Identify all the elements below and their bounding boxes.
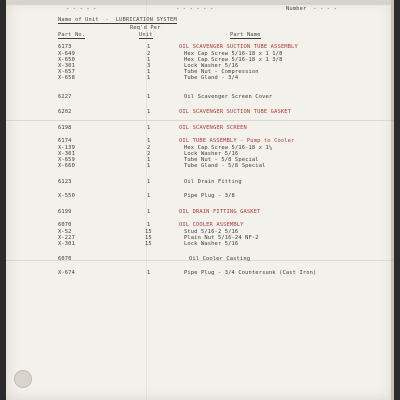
part-number: 6199 [58, 209, 72, 215]
quantity: 1 [147, 209, 151, 215]
part-name: Hex Cap Screw 5/16-18 x 1 1/8 [184, 51, 283, 57]
part-number: 6123 [58, 179, 72, 185]
unit-name: Name of Unit - LUBRICATION SYSTEM [58, 17, 177, 23]
quantity: 1 [147, 179, 151, 185]
quantity: 1 [147, 270, 151, 276]
part-name: Oil Drain Fitting [184, 179, 242, 185]
paper-crease [6, 120, 394, 121]
part-number: 6070 [58, 222, 72, 228]
part-name: Pipe Plug - 3/8 [184, 193, 235, 199]
part-number: 6173 [58, 44, 72, 50]
assembly-name: OIL SCAVENGER SUCTION TUBE GASKET [179, 109, 292, 115]
part-name: Hex Cap Screw 5/16-18 x 1 3/8 [184, 57, 283, 63]
part-number: X-550 [58, 193, 75, 199]
part-number: X-649 [58, 51, 75, 57]
part-number: X-227 [58, 235, 75, 241]
header-top-mid: - - - - - - [176, 6, 214, 12]
part-name: Tube Gland - 5/8 Special [184, 163, 266, 169]
part-number: X-674 [58, 270, 75, 276]
part-name: Lock Washer 5/16 [184, 241, 239, 247]
quantity: 15 [145, 241, 152, 247]
quantity: 2 [147, 51, 151, 57]
quantity: 1 [147, 163, 151, 169]
part-number: X-301 [58, 151, 75, 157]
header-top-left: - - - - - [66, 6, 97, 12]
part-name: Lock Washer 5/16 [184, 63, 239, 69]
quantity: 15 [145, 235, 152, 241]
quantity: 1 [147, 222, 151, 228]
part-number: 6174 [58, 138, 72, 144]
col-reqd-line2: Unit [139, 32, 153, 38]
col-part-name: Part Name [230, 32, 261, 38]
part-name: Tube Nut - 5/8 Special [184, 157, 259, 163]
quantity: 3 [147, 63, 151, 69]
quantity: 1 [147, 69, 151, 75]
header-number: Number - - - - [286, 6, 337, 12]
part-number: X-660 [58, 163, 75, 169]
quantity: 1 [147, 75, 151, 81]
quantity: 1 [147, 193, 151, 199]
quantity: 1 [147, 125, 151, 131]
assembly-name: OIL COOLER ASSEMBLY [179, 222, 244, 228]
quantity: 1 [147, 57, 151, 63]
part-number: 6202 [58, 109, 72, 115]
quantity: 2 [147, 151, 151, 157]
col-reqd-line1: Req'd Per [130, 25, 161, 31]
part-number: 6070 [58, 256, 72, 262]
quantity: 1 [147, 44, 151, 50]
part-name: Plain Nut 5/16-24 NF-2 [184, 235, 259, 241]
part-name: Oil Scavenger Screen Cover [184, 94, 273, 100]
part-number: X-139 [58, 145, 75, 151]
binder-hole [14, 370, 32, 388]
quantity: 1 [147, 138, 151, 144]
part-number: X-659 [58, 157, 75, 163]
part-name: Pipe Plug - 3/4 Countersunk (Cast Iron) [184, 270, 317, 276]
col-part-no: Part No. [58, 32, 86, 38]
part-number: X-650 [58, 57, 75, 63]
part-number: X-52 [58, 229, 72, 235]
part-name: Lock Washer 5/16 [184, 151, 239, 157]
top-scan-strip [6, 0, 394, 5]
quantity: 1 [147, 94, 151, 100]
quantity: 2 [147, 145, 151, 151]
assembly-name: OIL DRAIN FITTING GASKET [179, 209, 261, 215]
assembly-name: OIL SCAVENGER SCREEN [179, 125, 247, 131]
part-name: Oil Cooler Casting [189, 256, 251, 262]
quantity: 1 [147, 157, 151, 163]
quantity: 15 [145, 229, 152, 235]
page-edge [391, 0, 394, 400]
part-name: Tube Nut - Compression [184, 69, 259, 75]
part-number: X-301 [58, 241, 75, 247]
part-number: X-658 [58, 75, 75, 81]
part-name: Hex Cap Screw 5/16-18 x 1¼ [184, 145, 273, 151]
part-name: Stud 5/16-2 5/16 [184, 229, 239, 235]
quantity: 1 [147, 109, 151, 115]
part-name: Tube Gland - 3/4 [184, 75, 239, 81]
assembly-name: OIL SCAVENGER SUCTION TUBE ASSEMBLY [179, 44, 298, 50]
part-number: 6227 [58, 94, 72, 100]
part-number: X-301 [58, 63, 75, 69]
part-number: 6198 [58, 125, 72, 131]
document-page [6, 0, 394, 400]
assembly-name: OIL TUBE ASSEMBLY - Pump to Cooler [179, 138, 295, 144]
part-number: X-657 [58, 69, 75, 75]
